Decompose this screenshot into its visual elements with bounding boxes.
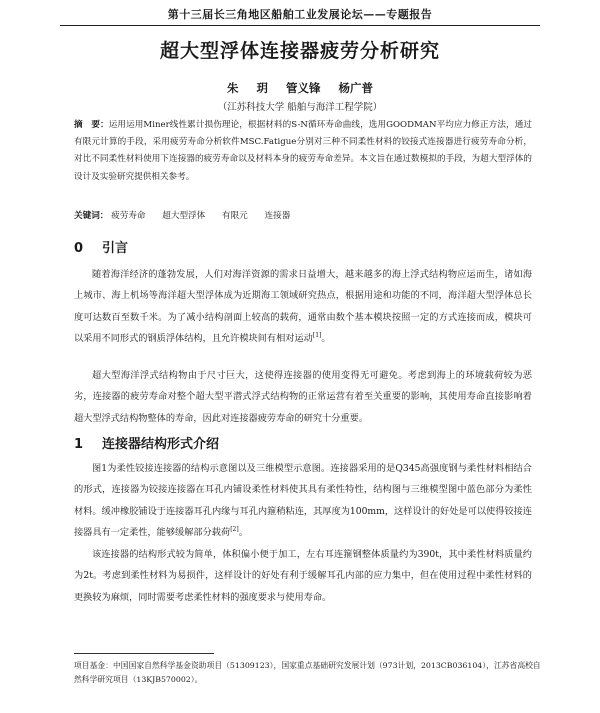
section-number: 0	[74, 241, 84, 256]
author-affiliation: （江苏科技大学 船舶与海洋工程学院）	[217, 102, 383, 113]
author-name: 管义锋	[286, 81, 321, 95]
footnote-divider	[74, 653, 214, 654]
footnote-text: 中国国家自然科学基金资助项目（51309123），国家重点基础研究发展计划（973计划，2013CB036104），江苏省高校自然科学研究项目（13KJB570002）。	[74, 661, 541, 684]
abstract-text: 运用运用Miner线性累计损伤理论，根据材料的S-N循环寿命曲线，选用GOODMAN平均应力修正方法，通过有限元计算的手段，采用疲劳寿命分析软件MSC.Fatigue分别对三种不同柔性材料的铰接式连接器进行疲劳寿命分析，对比不同柔性材料使用下连接器的疲劳寿命以及材料本身的疲劳寿命差异。本文旨在通过数模拟的手段，为超大型浮体的设计及实验研究提供相关参考。	[74, 120, 532, 182]
section-number: 1	[74, 437, 84, 452]
body-paragraph	[74, 544, 532, 608]
footnote	[74, 659, 544, 687]
keyword: 超大型浮体	[162, 211, 206, 221]
section-heading-introduction	[74, 237, 128, 256]
body-paragraph	[74, 458, 532, 544]
keywords-label: 关键词：	[74, 211, 109, 221]
keyword: 疲劳寿命	[111, 211, 146, 221]
paragraph-text: 超大型海洋浮式结构物由于尺寸巨大，这使得连接器的使用变得无可避免。考虑到海上的环境载荷较为恶劣，连接器的疲劳寿命对整个超大型平潜式浮式结构物的正常运营有着至关重要的影响，其使用寿命直接影响着超大型浮式结构物整体的寿命，因此对连接器疲劳寿命的研究十分重要。	[74, 370, 532, 424]
paper-title: 超大型浮体连接器疲劳分析研究	[159, 40, 440, 62]
abstract	[74, 117, 532, 186]
paragraph-tail: 。	[238, 527, 248, 539]
author-name: 杨广普	[338, 81, 374, 95]
section-title: 引言	[102, 241, 129, 256]
paragraph-text: 该连接器的结构形式较为简单，体积偏小便于加工，左右耳连箍钢整体质量约为390t，其中柔性材料质量约为2t。考虑到柔性材料为易损件，这样设计的好处有利于缓解耳孔内部的应力集中，但在使用过程中柔性材料的更换较为麻烦，同时需要考虑柔性材料的强度要求与使用寿命。	[74, 549, 532, 603]
section-heading-connector-structure	[74, 433, 219, 452]
paragraph-text: 随着海洋经济的蓬勃发展，人们对海洋资源的需求日益增大，越来越多的海上浮式结构物应运而生，诸如海上城市、海上机场等海洋超大型浮体成为近期海工领域研究热点，根据用途和功能的不同，海洋超大型浮体总长度可达数百至数千米。为了减小结构剖面上较高的载荷，通常由数个基本模块按照一定的方式连接而成，模块可以采用不同形式的钢质浮体结构，且允许模块间有相对运动	[74, 269, 532, 345]
paragraph-tail: 。	[321, 333, 331, 345]
author-list	[0, 80, 600, 96]
citation-ref: [2]	[230, 526, 239, 534]
section-title: 连接器结构形式介绍	[102, 437, 220, 452]
paragraph-text: 图1为柔性铰接连接器的结构示意图以及三维模型示意图。连接器采用的是Q345高强度钢与柔性材料相结合的形式，连接器为铰接连接器在耳孔内铺设柔性材料使其具有柔性特性，结构图与三维模型图中蓝色部分为柔性材料。缓冲橡胶铺设于连接器耳孔内缘与耳孔内箍稍粘连，其厚度为100mm，这样设计的好处是可以使得铰接连接器具有一定柔性，能够缓解部分载荷	[74, 463, 532, 539]
keyword: 连接器	[264, 211, 291, 221]
footnote-label: 项目基金：	[74, 661, 113, 670]
citation-ref: [1]	[312, 332, 322, 340]
keywords	[74, 208, 532, 224]
keyword: 有限元	[221, 211, 248, 221]
author-name: 朱 玥	[226, 81, 268, 95]
body-paragraph	[74, 365, 532, 429]
running-header: 第十三届长三角地区船舶工业发展论坛——专题报告	[60, 6, 540, 26]
abstract-label: 摘 要：	[74, 120, 109, 130]
body-paragraph	[74, 264, 532, 350]
